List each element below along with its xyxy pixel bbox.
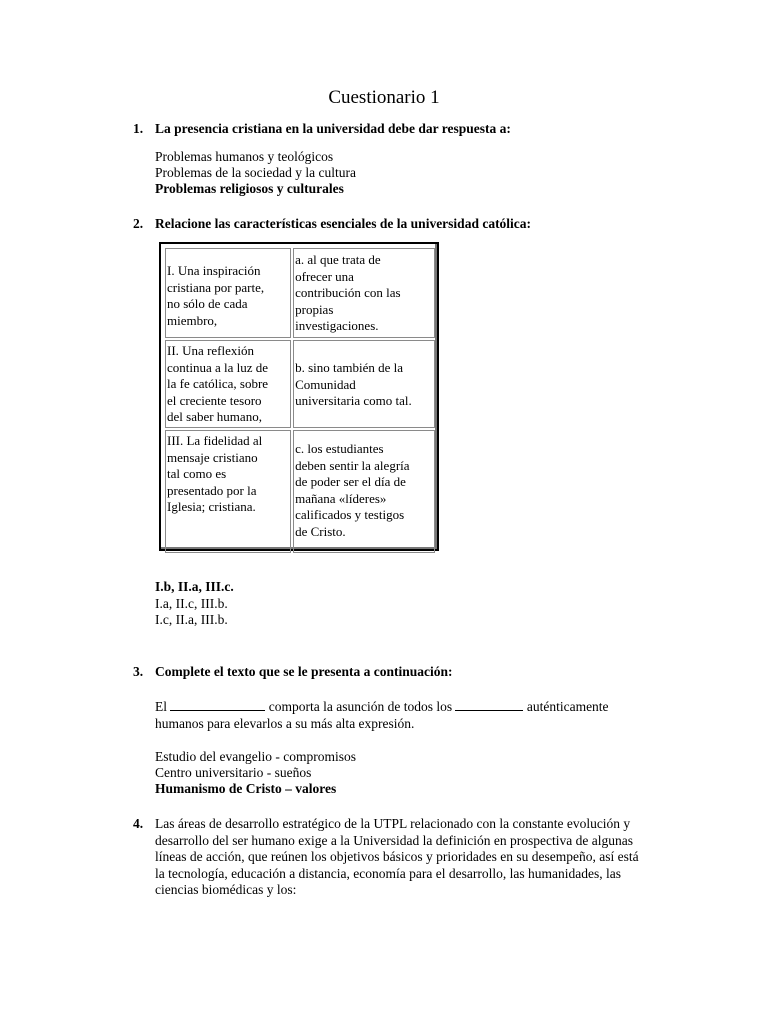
table-cell-right-1: a. al que trata de ofrecer una contribución con las propias investigaciones. [293, 248, 435, 338]
table-row [165, 430, 435, 553]
question-3-text: Complete el texto que se le presenta a continuación: [155, 664, 453, 679]
question-1-option-1: Problemas humanos y teológicos [155, 149, 334, 164]
table-cell-left-1: I. Una inspiración cristiana por parte, no sólo de cada miembro, [165, 248, 291, 338]
question-3-number: 3. [133, 664, 144, 679]
question-3-option-2: Centro universitario - sueños [155, 765, 312, 780]
question-1-option-3-answer: Problemas religiosos y culturales [155, 181, 344, 196]
question-2-text: Relacione las características esenciales de la universidad católica: [155, 216, 532, 231]
question-3-option-3-answer: Humanismo de Cristo – valores [155, 781, 337, 796]
question-2-option-3: I.c, II.a, III.b. [155, 612, 228, 627]
table-cell-left-3: III. La fidelidad al mensaje cristiano tal como es presentado por la Iglesia; cristiana. [165, 430, 291, 553]
question-2-number: 2. [133, 216, 144, 231]
question-4-text: Las áreas de desarrollo estratégico de la UTPL relacionado con la constante evolución y desarrollo del ser humano exige a la Universidad la definición en prospectiva de algunas líneas de acción, que reúnen los objetivos básicos y prioridades en su desempeño, así está la tecnología, educación a distancia, economía para el desarrollo, las humanidades, las ciencias biomédicas y los: [155, 816, 639, 897]
question-3-option-1: Estudio del evangelio - compromisos [155, 749, 356, 764]
question-1-number: 1. [133, 121, 144, 136]
document-title: Cuestionario 1 [328, 87, 440, 108]
table-row [165, 340, 435, 428]
question-3-sentence: El comporta la asunción de todos los auténticamente humanos para elevarlos a su más alta expresión. [155, 699, 609, 731]
fill-blank-2 [455, 698, 523, 711]
question-4-number: 4. [133, 816, 144, 831]
question-2-option-2: I.a, II.c, III.b. [155, 596, 228, 611]
matching-table [159, 242, 439, 551]
question-2-option-1-answer: I.b, II.a, III.c. [155, 579, 234, 594]
table-cell-left-2: II. Una reflexión continua a la luz de la fe católica, sobre el creciente tesoro del saber humano, [165, 340, 291, 428]
fill-blank-1 [170, 698, 265, 711]
table-cell-right-3: c. los estudiantes deben sentir la alegría de poder ser el día de mañana «líderes» calificados y testigos de Cristo. [293, 430, 435, 553]
table-cell-right-2: b. sino también de la Comunidad universitaria como tal. [293, 340, 435, 428]
question-1-text: La presencia cristiana en la universidad debe dar respuesta a: [155, 121, 511, 136]
table-row [165, 248, 435, 338]
question-1-option-2: Problemas de la sociedad y la cultura [155, 165, 356, 180]
